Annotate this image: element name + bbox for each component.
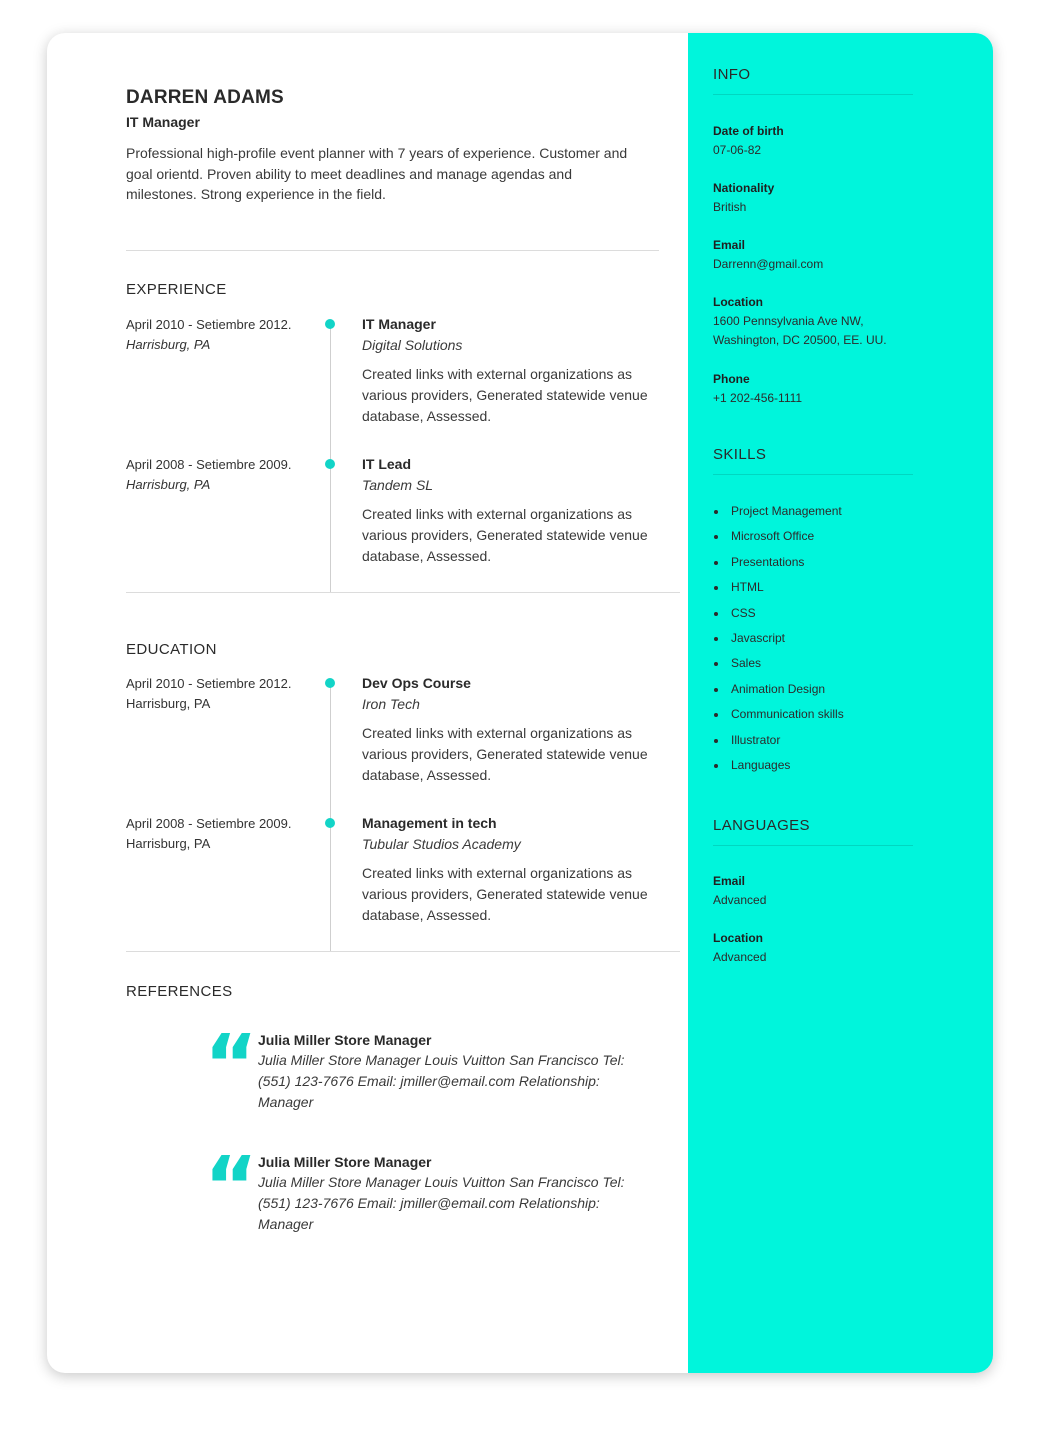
divider [713, 94, 913, 95]
skill-item: Communication skills [713, 702, 844, 727]
item-date: April 2010 - Setiembre 2012. [126, 317, 292, 332]
item-description: Created links with external organizations as various providers, Generated statewide venue database, Assessed. [362, 366, 648, 424]
divider [713, 845, 913, 846]
item-company: Digital Solutions [362, 337, 463, 353]
item-title: IT Lead [362, 456, 412, 472]
quote-icon: “ [204, 1018, 258, 1113]
skill-item: Microsoft Office [713, 524, 844, 549]
info-value: 07-06-82 [713, 143, 762, 157]
skill-item: Javascript [713, 626, 844, 651]
language-level: Advanced [713, 950, 767, 964]
skill-item: CSS [713, 601, 844, 626]
sidebar [688, 33, 993, 1373]
skill-item: Languages [713, 753, 844, 778]
skill-item: Illustrator [713, 728, 844, 753]
profile-summary: Professional high-profile event planner with 7 years of experience. Customer and goal orientd. Proven ability to meet deadlines and manage agendas and milestones. Strong experience in the field. [126, 145, 628, 202]
item-title: Management in tech [362, 815, 497, 831]
skill-item: Project Management [713, 499, 844, 524]
reference-name: Julia Miller Store Manager [258, 1154, 432, 1170]
education-timeline [330, 683, 331, 951]
item-institution: Tubular Studios Academy [362, 836, 521, 852]
candidate-name: DARREN ADAMS [126, 87, 284, 108]
timeline-dot [325, 319, 335, 329]
skills-heading: SKILLS [713, 446, 767, 463]
item-title: IT Manager [362, 316, 436, 332]
references-heading: REFERENCES [126, 983, 233, 1000]
info-value: +1 202-456-1111 [713, 391, 803, 405]
divider [126, 951, 680, 952]
info-value: Darrenn@gmail.com [713, 257, 824, 271]
info-value: 1600 Pennsylvania Ave NW, Washington, DC 20500, EE. UU. [713, 314, 887, 347]
quote-icon: “ [204, 1140, 258, 1235]
item-description: Created links with external organizations as various providers, Generated statewide venue database, Assessed. [362, 506, 648, 564]
reference-details: Julia Miller Store Manager Louis Vuitton San Francisco Tel: (551) 123-7676 Email: jmiller@email.com Relationship: Manager [258, 1052, 625, 1110]
item-date: April 2008 - Setiembre 2009. [126, 816, 292, 831]
divider [713, 474, 913, 475]
item-location: Harrisburg, PA [126, 836, 211, 851]
info-value: British [713, 200, 747, 214]
language-label: Email [713, 874, 746, 888]
language-level: Advanced [713, 893, 767, 907]
divider [126, 250, 659, 251]
skills-list [713, 499, 844, 778]
info-label: Nationality [713, 181, 775, 195]
skill-item: HTML [713, 575, 844, 600]
timeline-dot [325, 818, 335, 828]
languages-heading: LANGUAGES [713, 817, 810, 834]
info-label: Email [713, 238, 746, 252]
item-date: April 2010 - Setiembre 2012. [126, 676, 292, 691]
item-location: Harrisburg, PA [126, 477, 211, 492]
info-heading: INFO [713, 66, 751, 83]
main-column [47, 33, 688, 1373]
item-location: Harrisburg, PA [126, 337, 211, 352]
education-heading: EDUCATION [126, 641, 217, 658]
experience-heading: EXPERIENCE [126, 281, 227, 298]
reference-name: Julia Miller Store Manager [258, 1032, 432, 1048]
experience-timeline [330, 324, 331, 592]
item-description: Created links with external organizations as various providers, Generated statewide venue database, Assessed. [362, 725, 648, 783]
item-location: Harrisburg, PA [126, 696, 211, 711]
timeline-dot [325, 459, 335, 469]
skill-item: Sales [713, 651, 844, 676]
item-description: Created links with external organizations as various providers, Generated statewide venue database, Assessed. [362, 865, 648, 923]
info-label: Phone [713, 372, 750, 386]
reference-details: Julia Miller Store Manager Louis Vuitton San Francisco Tel: (551) 123-7676 Email: jmiller@email.com Relationship: Manager [258, 1174, 625, 1232]
resume-card [47, 33, 993, 1373]
timeline-dot [325, 678, 335, 688]
item-company: Tandem SL [362, 477, 434, 493]
language-label: Location [713, 931, 763, 945]
info-label: Date of birth [713, 124, 784, 138]
skill-item: Presentations [713, 550, 844, 575]
item-date: April 2008 - Setiembre 2009. [126, 457, 292, 472]
candidate-role: IT Manager [126, 114, 200, 130]
skill-item: Animation Design [713, 677, 844, 702]
item-title: Dev Ops Course [362, 675, 471, 691]
divider [126, 592, 680, 593]
info-label: Location [713, 295, 763, 309]
item-institution: Iron Tech [362, 696, 420, 712]
